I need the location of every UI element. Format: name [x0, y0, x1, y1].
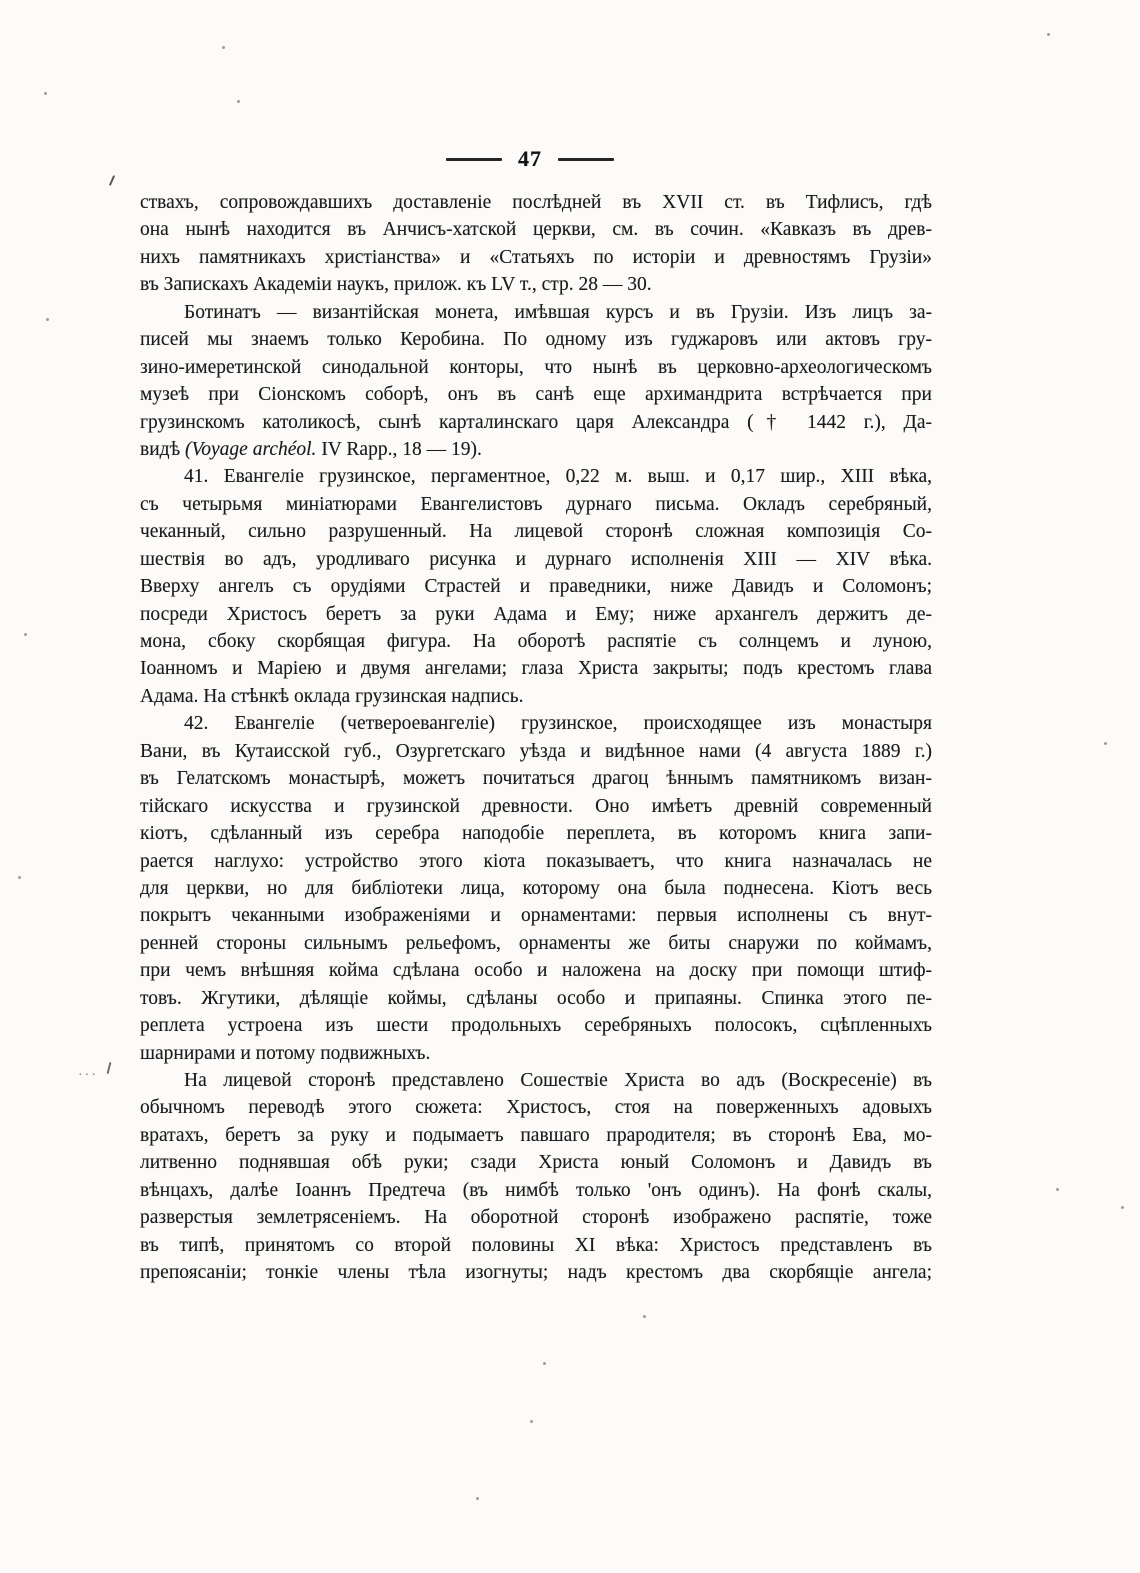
speck — [476, 1497, 479, 1500]
speck — [24, 633, 27, 636]
speck — [1104, 742, 1107, 745]
text-line: нихъ памятникахъ христіанства» и «Статьяхъ по исторіи и древностямъ Грузіи» — [140, 246, 932, 268]
speck — [1121, 1206, 1124, 1209]
speck — [1056, 1188, 1059, 1191]
text-line: въ типѣ, принятомъ со второй половины XI вѣка: Христосъ представленъ въ — [140, 1234, 932, 1256]
header-rule-right — [558, 158, 614, 161]
speck — [530, 1420, 533, 1423]
text-line: ренней стороны сильнымъ рельефомъ, орнаменты же биты снаружи по коймамъ, — [140, 932, 932, 954]
text-line: Вверху ангелъ съ орудіями Страстей и праведники, ниже Давидъ и Соломонъ; — [140, 576, 932, 598]
text-line: видѣ (Voyage archéol. IV Rapp., 18 — 19). — [140, 438, 482, 460]
text-line: Вани, въ Кутаисской губ., Озургетскаго уѣзда и видѣнное нами (4 августа 1889 г.) — [140, 740, 932, 762]
text-line: реплета устроена изъ шести продольныхъ серебряныхъ полосокъ, сцѣпленныхъ — [140, 1015, 932, 1037]
paragraph — [140, 189, 932, 299]
text-line: шарнирами и потому подвижныхъ. — [140, 1042, 431, 1064]
paragraph — [140, 710, 932, 1067]
text-line: въ Запискахъ Академіи наукъ, прилож. къ LV т., стр. 28 — 30. — [140, 274, 652, 296]
text-line: грузинскомъ католикосѣ, сынѣ карталинскаго царя Александра († 1442 г.), Да- — [140, 411, 932, 433]
text-line: ствахъ, сопровождавшихъ доставленіе послѣдней въ XVII ст. въ Тифлисъ, гдѣ — [140, 192, 932, 213]
margin-stray-mark — [109, 175, 115, 186]
text-line: На лицевой сторонѣ представлено Сошествіе Христа во адъ (Воскресеніе) въ — [184, 1070, 932, 1091]
margin-pencil-mark — [78, 1062, 120, 1088]
text-line: въ Гелатскомъ монастырѣ, можетъ почитаться драгоц ѣннымъ памятникомъ визан- — [140, 768, 932, 790]
text-line: кіотъ, сдѣланный изъ серебра наподобіе переплета, въ которомъ книга запи- — [140, 823, 932, 845]
header-rule-left — [446, 158, 502, 161]
text-line: разверстыя землетрясеніемъ. На оборотной сторонѣ изображено распятіе, тоже — [140, 1207, 932, 1229]
text-line: товъ. Жгутики, дѣлящіе коймы, сдѣланы особо и припаяны. Спинка этого пе- — [140, 987, 932, 1009]
speck — [237, 100, 240, 103]
text-line: мона, сбоку скорбящая фигура. На оборотѣ распятіе съ солнцемъ и луною, — [140, 631, 932, 652]
pencil-tick — [107, 1062, 112, 1074]
text-line: съ четырьмя миніатюрами Евангелистовъ дурнаго письма. Окладъ серебряный, — [140, 493, 932, 515]
speck — [643, 1315, 646, 1318]
text-line: 42. Евангеліе (четвероевангеліе) грузинское, происходящее изъ монастыря — [184, 713, 932, 735]
speck — [222, 46, 225, 49]
speck — [46, 318, 49, 321]
text-line: обычномъ переводѣ этого сюжета: Христосъ, стоя на поверженныхъ адовыхъ — [140, 1097, 932, 1119]
paragraph — [140, 1067, 932, 1287]
speck — [18, 876, 21, 879]
text-line: вратахъ, беретъ за руку и подымаетъ павшаго прародителя; въ сторонѣ Ева, мо- — [140, 1124, 932, 1146]
paragraph — [140, 463, 932, 710]
text-line: зино-имеретинской синодальной конторы, что нынѣ въ церковно-археологическомъ — [140, 356, 932, 378]
text-line: музеѣ при Сіонскомъ соборѣ, онъ въ санѣ еще архимандрита встрѣчается при — [140, 384, 932, 406]
text-line: Адама. На стѣнкѣ оклада грузинская надпись. — [140, 685, 524, 707]
italic-citation: (Voyage archéol. — [185, 438, 317, 460]
text-block — [140, 189, 932, 1287]
text-line: препоясаніи; тонкіе члены тѣла изогнуты; надъ крестомъ два скорбящіе ангела; — [140, 1262, 932, 1284]
text-line: Іоанномъ и Маріею и двумя ангелами; глаза Христа закрыты; подъ крестомъ глава — [140, 658, 932, 680]
text-line: чеканный, сильно разрушенный. На лицевой сторонѣ сложная композиція Со- — [140, 521, 932, 543]
text-line: посреди Христосъ беретъ за руки Адама и Ему; ниже архангелъ держитъ де- — [140, 603, 932, 625]
speck — [543, 1362, 546, 1365]
pencil-dots: ··· — [78, 1068, 98, 1083]
speck — [44, 92, 47, 95]
text-line: рается наглухо: устройство этого кіота показываетъ, что книга назначалась не — [140, 850, 932, 872]
text-line: при чемъ внѣшняя койма сдѣлана особо и наложена на доску при помощи штиф- — [140, 960, 932, 982]
text-line: она нынѣ находится въ Анчисъ-хатской церкви, см. въ сочин. «Кавказъ въ древ- — [140, 219, 932, 241]
speck — [1047, 33, 1050, 36]
text-line: для церкви, но для библіотеки лица, которому она была поднесена. Кіотъ весь — [140, 877, 932, 899]
text-line: Ботинатъ — византійская монета, имѣвшая курсъ и въ Грузіи. Изъ лицъ за- — [184, 301, 932, 323]
text-line: вѣнцахъ, далѣе Іоаннъ Предтеча (въ нимбѣ только 'онъ одинъ). На фонѣ скалы, — [140, 1179, 932, 1201]
text-line: покрытъ чеканными изображеніями и орнаментами: первыя исполнены съ внут- — [140, 905, 932, 927]
text-line: шествія во адъ, уродливаго рисунка и дурнаго исполненія XIII — XIV вѣка. — [140, 548, 932, 570]
text-line: тійскаго искусства и грузинской древности. Оно имѣетъ древній современный — [140, 795, 932, 817]
text-line: 41. Евангеліе грузинское, пергаментное, 0,22 м. выш. и 0,17 шир., XIII вѣка, — [184, 466, 932, 488]
text-line: литвенно поднявшая обѣ руки; сзади Христа юный Соломонъ и Давидъ въ — [140, 1152, 932, 1174]
page-number: 47 — [518, 146, 542, 171]
page-header — [0, 146, 1060, 172]
paragraph — [140, 299, 932, 464]
text-line: писей мы знаемъ только Керобина. По одному изъ гуджаровъ или актовъ гру- — [140, 329, 932, 351]
